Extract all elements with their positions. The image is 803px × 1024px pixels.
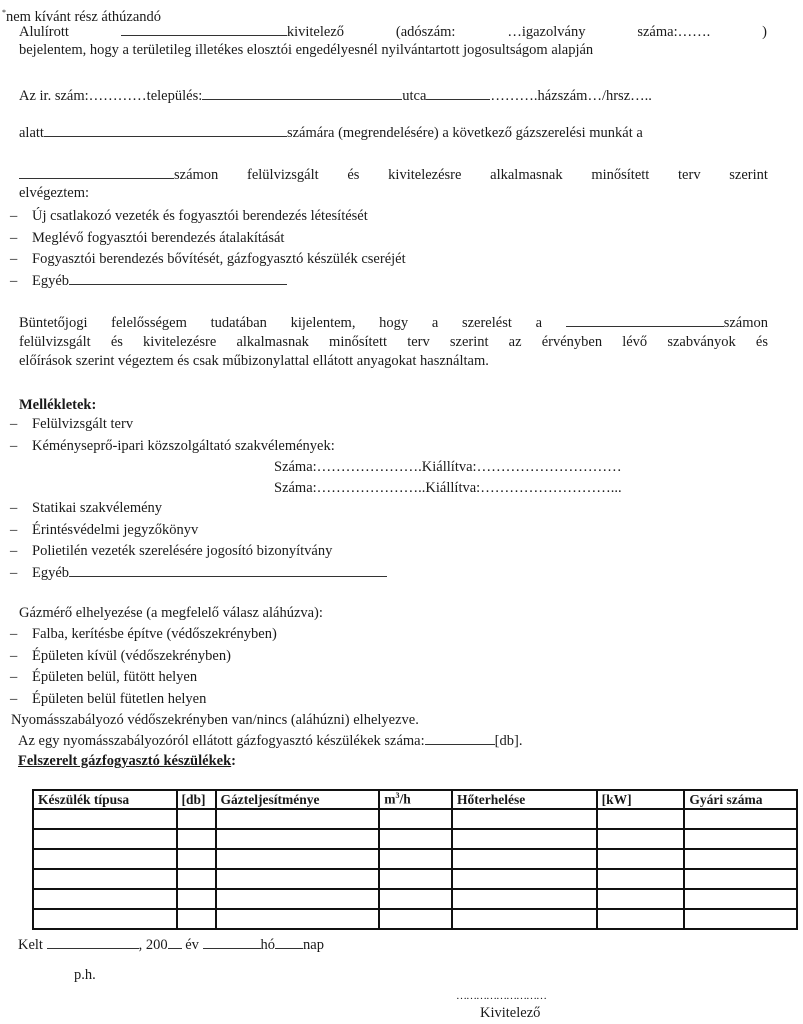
column-header: Gázteljesítménye	[216, 790, 380, 809]
table-cell[interactable]	[216, 889, 380, 909]
table-cell[interactable]	[33, 869, 177, 889]
regulator-line[interactable]: Nyomásszabályozó védőszekrényben van/nincs (aláhúzni) elhelyezve.	[11, 712, 419, 728]
table-cell[interactable]	[379, 809, 452, 829]
attachments-list-a	[10, 414, 335, 457]
address-line: Az ir. szám:…………település: utca ……….házszám…/hrsz…..	[19, 88, 652, 104]
attachments-title: Mellékletek:	[19, 397, 97, 413]
plan-number-field[interactable]	[19, 166, 174, 179]
strike-note: *nem kívánt rész áthúzandó	[2, 8, 162, 25]
table-cell[interactable]	[684, 849, 797, 869]
stamp-label: p.h.	[74, 967, 96, 983]
meter-options	[10, 624, 277, 710]
date-line: Kelt , 200 év hó nap	[18, 937, 324, 953]
settlement-field[interactable]	[202, 87, 402, 100]
table-row	[33, 809, 797, 829]
other-work-field[interactable]	[69, 272, 287, 285]
meter-title: Gázmérő elhelyezése (a megfelelő válasz aláhúzva):	[19, 605, 323, 621]
list-item[interactable]: – Fogyasztói berendezés bővítését, gázfogyasztó készülék cseréjét	[10, 251, 406, 267]
table-row	[33, 909, 797, 929]
table-cell[interactable]	[177, 909, 216, 929]
table-cell[interactable]	[216, 829, 380, 849]
list-item: – Polietilén vezeték szerelésére jogosító bizonyítvány	[10, 543, 333, 559]
declaration-line-3: előírások szerint végeztem és csak műbizonylattal ellátott anyagokat használtam.	[19, 353, 489, 369]
devices-title: Felszerelt gázfogyasztó készülékek:	[18, 753, 236, 769]
attachments-list-b	[10, 498, 387, 584]
table-header-row	[33, 790, 797, 809]
column-header: $m^3/h$	[379, 790, 452, 809]
table-cell[interactable]	[177, 809, 216, 829]
table-cell[interactable]	[216, 849, 380, 869]
column-header: [db]	[177, 790, 216, 809]
table-cell[interactable]	[684, 829, 797, 849]
list-item[interactable]: – Új csatlakozó vezeték és fogyasztói berendezés létesítését	[10, 208, 368, 224]
meter-option[interactable]: – Falba, kerítésbe építve (védőszekrényben)	[10, 626, 277, 642]
table-row	[33, 849, 797, 869]
table-cell[interactable]	[597, 809, 685, 829]
table-cell[interactable]	[452, 909, 597, 929]
table-cell[interactable]	[452, 809, 597, 829]
table-row	[33, 829, 797, 849]
column-header: Hőterhelése	[452, 790, 597, 809]
list-item: – Felülvizsgált terv	[10, 416, 134, 432]
table-cell[interactable]	[452, 869, 597, 889]
alatt-line: alatt számára (megrendelésére) a következő gázszerelési munkát a	[19, 125, 643, 141]
list-item: – Statikai szakvélemény	[10, 500, 163, 516]
table-cell[interactable]	[684, 809, 797, 829]
table-cell[interactable]	[177, 829, 216, 849]
table-cell[interactable]	[216, 909, 380, 929]
intro-line-2: bejelentem, hogy a területileg illetékes elosztói engedélyesnél nyilvántartott jogosultságom alapján	[19, 42, 594, 58]
opinion-line[interactable]: Száma:………………….Kiállítva:…………………………	[274, 459, 622, 475]
client-field[interactable]	[44, 124, 287, 137]
intro-line-1: Alulírott kivitelező (adószám: …igazolvány száma:……. )	[19, 24, 767, 40]
declaration-line-2: felülvizsgált és kivitelezésre alkalmasnak minősített terv szerint az érvényben lévő szabványok és	[19, 334, 768, 350]
plan-line-1: számon felülvizsgált és kivitelezésre alkalmasnak minősített terv szerint	[19, 166, 768, 184]
table-cell[interactable]	[684, 909, 797, 929]
list-item: – Kéményseprő-ipari közszolgáltató szakvélemények:	[10, 437, 335, 454]
table-cell[interactable]	[684, 869, 797, 889]
meter-option[interactable]: – Épületen belül, fütött helyen	[10, 669, 198, 685]
column-header: [kW]	[597, 790, 685, 809]
opinion-lines	[274, 457, 622, 499]
table-cell[interactable]	[379, 869, 452, 889]
table-cell[interactable]	[33, 829, 177, 849]
table-cell[interactable]	[379, 889, 452, 909]
list-item: – Érintésvédelmi jegyzőkönyv	[10, 521, 199, 538]
street-field[interactable]	[426, 87, 490, 100]
table-cell[interactable]	[33, 849, 177, 869]
list-item[interactable]: – Meglévő fogyasztói berendezés átalakítását	[10, 229, 285, 246]
table-row	[33, 869, 797, 889]
declaration-plan-field[interactable]	[566, 314, 724, 327]
table-cell[interactable]	[177, 869, 216, 889]
signature-line[interactable]: ………………………	[456, 990, 546, 1002]
table-cell[interactable]	[597, 909, 685, 929]
table-cell[interactable]	[597, 849, 685, 869]
table-cell[interactable]	[379, 849, 452, 869]
table-cell[interactable]	[177, 889, 216, 909]
device-count-field[interactable]	[425, 732, 495, 745]
table-cell[interactable]	[177, 849, 216, 869]
table-cell[interactable]	[216, 809, 380, 829]
month-field[interactable]	[203, 936, 261, 949]
table-row	[33, 889, 797, 909]
column-header: Készülék típusa	[33, 790, 177, 809]
list-item: – Egyéb	[10, 563, 387, 585]
day-field[interactable]	[275, 936, 303, 949]
table-cell[interactable]	[216, 869, 380, 889]
year-field[interactable]	[168, 936, 182, 949]
table-cell[interactable]	[597, 829, 685, 849]
meter-option[interactable]: – Épületen kívül (védőszekrényben)	[10, 647, 231, 664]
table-cell[interactable]	[33, 909, 177, 929]
table-cell[interactable]	[379, 909, 452, 929]
table-cell[interactable]	[684, 889, 797, 909]
signature-label: Kivitelező	[480, 1005, 541, 1021]
place-field[interactable]	[47, 936, 139, 949]
table-cell[interactable]	[379, 829, 452, 849]
other-attachment-field[interactable]	[69, 564, 387, 577]
meter-option[interactable]: – Épületen belül fütetlen helyen	[10, 690, 207, 707]
device-count-line: Az egy nyomásszabályozóról ellátott gázfogyasztó készülékek száma: [db].	[18, 733, 523, 749]
work-items-list	[10, 206, 406, 292]
opinion-line[interactable]: Száma:…………………..Kiállítva:………………………...	[274, 480, 622, 496]
table-cell[interactable]	[452, 889, 597, 909]
table-cell[interactable]	[452, 849, 597, 869]
table-cell[interactable]	[33, 809, 177, 829]
table-cell[interactable]	[597, 889, 685, 909]
plan-line-2: elvégeztem:	[19, 185, 90, 201]
table-cell[interactable]	[452, 829, 597, 849]
list-item[interactable]: – Egyéb	[10, 271, 406, 293]
table-cell[interactable]	[597, 869, 685, 889]
devices-table	[32, 789, 798, 930]
column-header: Gyári száma	[684, 790, 797, 809]
contractor-name-field[interactable]	[121, 23, 287, 36]
declaration-line-1: Büntetőjogi felelősségem tudatában kijelentem, hogy a szerelést a számon	[19, 315, 768, 331]
table-cell[interactable]	[33, 889, 177, 909]
